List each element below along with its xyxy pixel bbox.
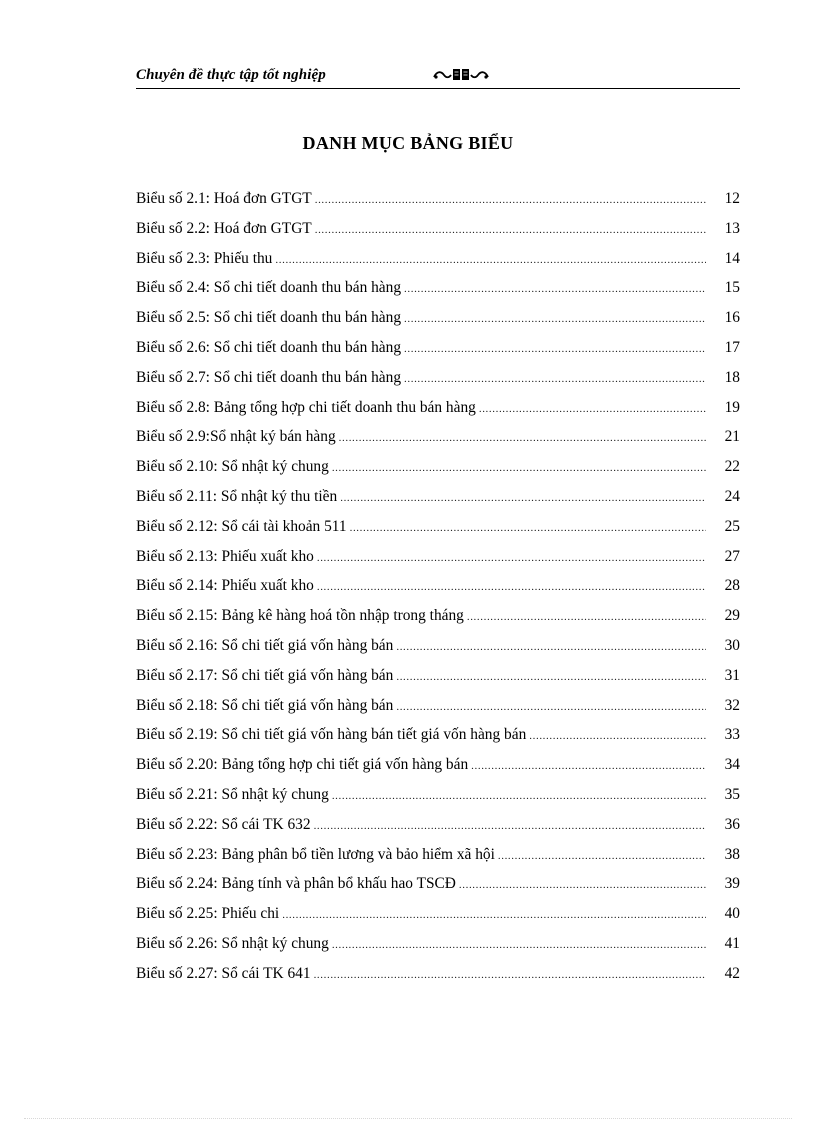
toc-entry	[136, 875, 740, 905]
toc-entry-label: Biểu số 2.2: Hoá đơn GTGT	[136, 219, 312, 237]
toc-entry	[136, 458, 740, 488]
toc-entry-page: 22	[724, 458, 740, 476]
toc-entry	[136, 488, 740, 518]
toc-entry-page: 42	[724, 964, 740, 982]
toc-entry	[136, 369, 740, 399]
toc-entry	[136, 279, 740, 309]
toc-leader-dots	[498, 850, 706, 862]
toc-entry	[136, 577, 740, 607]
toc-entry-label: Biểu số 2.8: Bảng tổng hợp chi tiết doanh thu bán hàng	[136, 398, 476, 416]
toc-entry-label: Biểu số 2.27: Sổ cái TK 641	[136, 964, 311, 982]
toc-entry-page: 36	[724, 815, 740, 833]
toc-entry-label: Biểu số 2.4: Sổ chi tiết doanh thu bán hàng	[136, 279, 402, 297]
toc-entry	[136, 190, 740, 220]
toc-entry-page: 28	[724, 577, 740, 595]
toc-leader-dots	[396, 641, 706, 653]
toc-entry	[136, 846, 740, 876]
toc-leader-dots	[396, 701, 706, 713]
toc-leader-dots	[314, 820, 706, 832]
toc-leader-dots	[459, 879, 706, 891]
toc-entry-page: 17	[724, 338, 740, 356]
toc-entry-page: 25	[724, 517, 740, 535]
toc-leader-dots	[332, 462, 706, 474]
toc-leader-dots	[479, 403, 706, 415]
toc-leader-dots	[340, 492, 706, 504]
toc-entry	[136, 548, 740, 578]
toc-leader-dots	[315, 194, 706, 206]
toc-entry-page: 12	[724, 190, 740, 207]
toc-entry	[136, 935, 740, 965]
toc-entry-label: Biểu số 2.24: Bảng tính và phân bổ khấu hao TSCĐ	[136, 875, 456, 893]
toc-entry-page: 33	[724, 726, 740, 744]
toc-entry	[136, 816, 740, 846]
toc-entry-label: Biểu số 2.16: Sổ chi tiết giá vốn hàng bán	[136, 636, 394, 654]
toc-leader-dots	[404, 283, 706, 295]
toc-entry	[136, 637, 740, 667]
toc-entry	[136, 726, 740, 756]
toc-entry-page: 34	[724, 756, 740, 774]
toc-leader-dots	[350, 522, 706, 534]
toc-entry-label: Biểu số 2.13: Phiếu xuất kho	[136, 547, 314, 565]
toc-leader-dots	[275, 254, 706, 266]
toc-entry-page: 15	[724, 279, 740, 297]
toc-entry-label: Biểu số 2.7: Sổ chi tiết doanh thu bán hàng	[136, 368, 402, 386]
toc-entry-page: 21	[724, 428, 740, 446]
toc-entry-label: Biểu số 2.12: Sổ cái tài khoản 511	[136, 517, 347, 535]
toc-entry-page: 30	[724, 636, 740, 654]
toc-entry	[136, 399, 740, 429]
toc-leader-dots	[317, 552, 706, 564]
toc-entry	[136, 518, 740, 548]
toc-entry-page: 38	[724, 845, 740, 863]
toc-leader-dots	[317, 581, 706, 593]
toc-entry	[136, 905, 740, 935]
toc-entry	[136, 607, 740, 637]
toc-leader-dots	[529, 730, 706, 742]
toc-leader-dots	[471, 760, 706, 772]
toc-entry-label: Biểu số 2.11: Sổ nhật ký thu tiền	[136, 487, 338, 505]
toc-leader-dots	[332, 939, 706, 951]
toc-entry-label: Biểu số 2.10: Sổ nhật ký chung	[136, 458, 329, 476]
toc-entry-label: Biểu số 2.23: Bảng phân bổ tiền lương và bảo hiểm xã hội	[136, 845, 495, 863]
toc-entry	[136, 309, 740, 339]
toc-entry-label: Biểu số 2.6: Sổ chi tiết doanh thu bán hàng	[136, 338, 402, 356]
toc-entry-page: 29	[724, 607, 740, 625]
toc-entry-label: Biểu số 2.15: Bảng kê hàng hoá tồn nhập trong tháng	[136, 607, 464, 625]
toc-entry-label: Biểu số 2.9:Sổ nhật ký bán hàng	[136, 428, 336, 446]
toc-entry-page: 32	[724, 696, 740, 714]
toc-entry-label: Biểu số 2.17: Sổ chi tiết giá vốn hàng bán	[136, 666, 394, 684]
toc-leader-dots	[332, 790, 706, 802]
book-ornament-icon	[432, 66, 490, 84]
toc-entry-page: 27	[724, 547, 740, 565]
toc-leader-dots	[404, 343, 706, 355]
toc-leader-dots	[404, 313, 706, 325]
toc-leader-dots	[314, 969, 706, 981]
toc-leader-dots	[404, 373, 706, 385]
toc-leader-dots	[315, 224, 706, 236]
page-header	[136, 66, 740, 89]
toc-entry-page: 18	[724, 368, 740, 386]
header-title: Chuyên đề thực tập tốt nghiệp	[136, 67, 326, 83]
toc-entry	[136, 339, 740, 369]
toc-leader-dots	[467, 611, 706, 623]
toc-leader-dots	[282, 909, 706, 921]
toc-entry-page: 24	[724, 487, 740, 505]
toc-leader-dots	[396, 671, 706, 683]
toc-entry-label: Biểu số 2.1: Hoá đơn GTGT	[136, 190, 312, 207]
toc-entry-label: Biểu số 2.19: Sổ chi tiết giá vốn hàng bán tiết giá vốn hàng bán	[136, 726, 527, 744]
toc-entry-page: 14	[724, 249, 740, 267]
toc-entry	[136, 756, 740, 786]
toc-entry-label: Biểu số 2.22: Sổ cái TK 632	[136, 815, 311, 833]
toc-entry-page: 35	[724, 785, 740, 803]
toc-entry-label: Biểu số 2.3: Phiếu thu	[136, 249, 273, 267]
toc-entry-label: Biểu số 2.25: Phiếu chi	[136, 905, 280, 923]
toc-entry-label: Biểu số 2.20: Bảng tổng hợp chi tiết giá vốn hàng bán	[136, 756, 469, 774]
toc-entry-label: Biểu số 2.18: Sổ chi tiết giá vốn hàng bán	[136, 696, 394, 714]
toc-entry	[136, 965, 740, 995]
toc-entry-page: 19	[724, 398, 740, 416]
toc-entry-page: 31	[724, 666, 740, 684]
toc-entry	[136, 220, 740, 250]
toc-entry-page: 41	[724, 934, 740, 952]
toc-entry	[136, 697, 740, 727]
toc-entry-label: Biểu số 2.14: Phiếu xuất kho	[136, 577, 314, 595]
toc-entry-label: Biểu số 2.21: Sổ nhật ký chung	[136, 785, 329, 803]
page-bottom-border	[24, 1118, 792, 1119]
toc-entry	[136, 250, 740, 280]
toc-entry	[136, 428, 740, 458]
toc-entry-page: 39	[724, 875, 740, 893]
toc-entry-label: Biểu số 2.26: Sổ nhật ký chung	[136, 934, 329, 952]
toc-entry-page: 16	[724, 309, 740, 327]
toc-entry	[136, 786, 740, 816]
toc-entry-label: Biểu số 2.5: Sổ chi tiết doanh thu bán hàng	[136, 309, 402, 327]
toc-entry	[136, 667, 740, 697]
page-title: DANH MỤC BẢNG BIỂU	[302, 133, 514, 153]
toc-entry-page: 40	[724, 905, 740, 923]
table-list	[136, 190, 740, 995]
toc-entry-page: 13	[724, 219, 740, 237]
toc-leader-dots	[339, 432, 706, 444]
